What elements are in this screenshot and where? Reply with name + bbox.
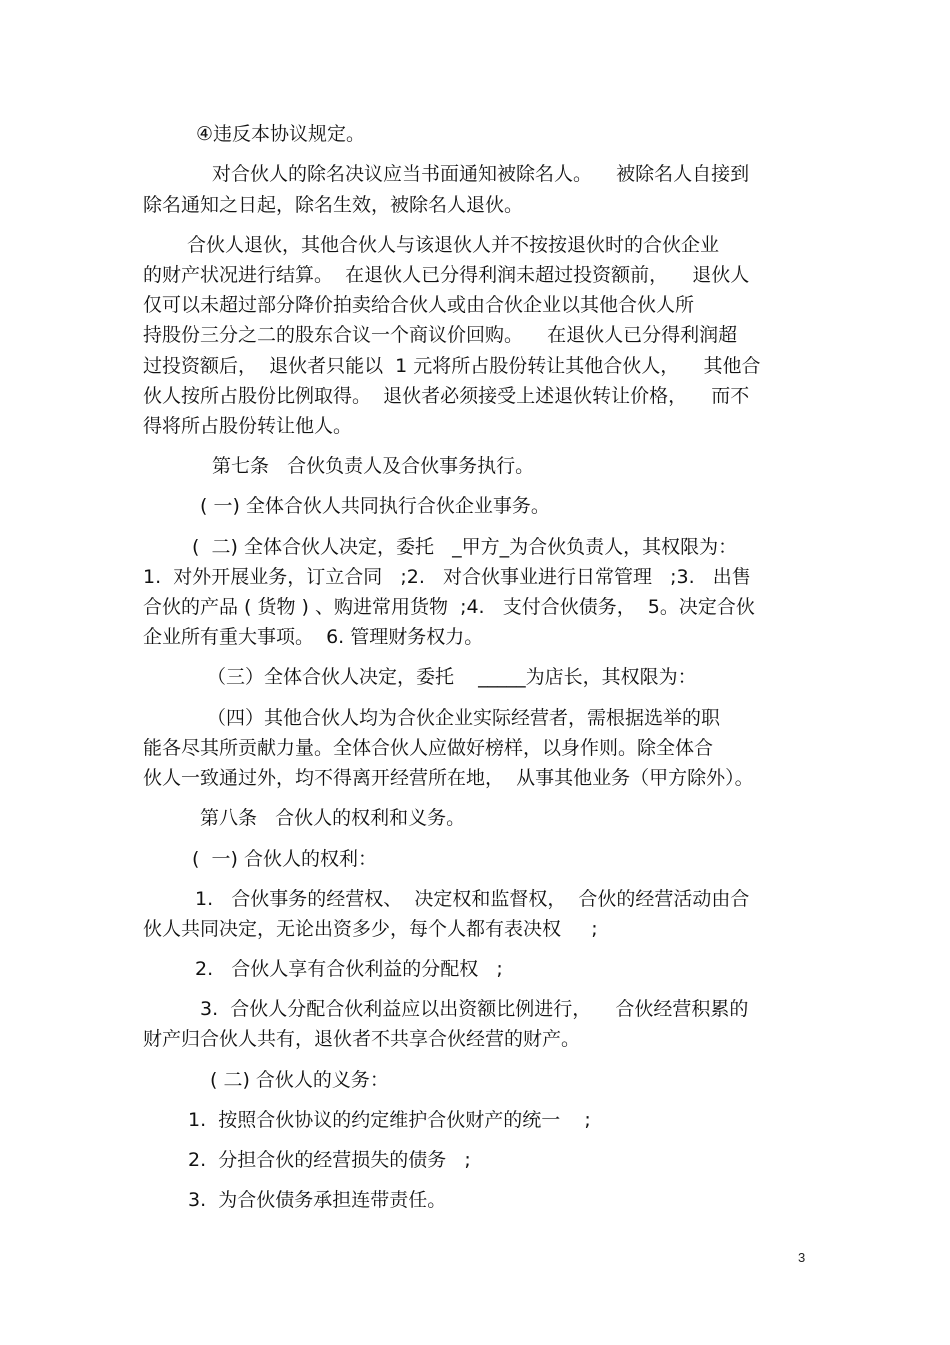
clause-line: 伙人一致通过外，均不得离开经营所在地， 从事其他业务（甲方除外）。 [143, 767, 754, 789]
clause-line: ( 二) 全体合伙人决定，委托 _甲方_为合伙负责人，其权限为： [192, 536, 738, 558]
clause-line: ( 一) 全体合伙人共同执行合伙企业事务。 [200, 495, 550, 517]
clause-line: ④违反本协议规定。 [196, 123, 366, 145]
clause-line: 1. 对外开展业务，订立合同 ;2. 对合伙事业进行日常管理 ;3. 出售 [143, 566, 751, 588]
clause-line: 合伙人退伙，其他合伙人与该退伙人并不按按退伙时的合伙企业 [187, 234, 720, 256]
clause-line: 过投资额后， 退伙者只能以 1 元将所占股份转让其他合伙人， 其他合 [143, 355, 761, 377]
clause-line: 能各尽其所贡献力量。全体合伙人应做好榜样，以身作则。除全体合 [143, 737, 714, 759]
clause-line: 财产归合伙人共有，退伙者不共享合伙经营的财产。 [143, 1028, 581, 1050]
clause-line: （四）其他合伙人均为合伙企业实际经营者，需根据选举的职 [207, 707, 721, 729]
clause-line: 2. 分担合伙的经营损失的债务 ; [188, 1149, 471, 1171]
article-heading: 第八条 合伙人的权利和义务。 [200, 807, 466, 829]
clause-line: ( 二) 合伙人的义务： [210, 1069, 389, 1091]
clause-line: 1. 按照合伙协议的约定维护合伙财产的统一 ; [188, 1109, 591, 1131]
article-heading: 第七条 合伙负责人及合伙事务执行。 [212, 455, 535, 477]
page-number: 3 [798, 1250, 806, 1265]
clause-line: 伙人按所占股份比例取得。 退伙者必须接受上述退伙转让价格， 而不 [143, 385, 750, 407]
clause-line: 3. 合伙人分配合伙利益应以出资额比例进行， 合伙经营积累的 [200, 998, 749, 1020]
clause-line: 1. 合伙事务的经营权、 决定权和监督权， 合伙的经营活动由合 [195, 888, 750, 910]
clause-line: 的财产状况进行结算。 在退伙人已分得利润未超过投资额前， 退伙人 [143, 264, 750, 286]
clause-line: 除名通知之日起，除名生效，被除名人退伙。 [143, 194, 524, 216]
clause-line: ( 一) 合伙人的权利： [192, 848, 377, 870]
clause-line: （三）全体合伙人决定，委托 _____为店长，其权限为： [207, 666, 697, 688]
clause-line: 仅可以未超过部分降价拍卖给合伙人或由合伙企业以其他合伙人所 [143, 294, 695, 316]
clause-line: 得将所占股份转让他人。 [143, 415, 353, 437]
clause-line: 持股份三分之二的股东合议一个商议价回购。 在退伙人已分得利润超 [143, 324, 738, 346]
clause-line: 合伙的产品 ( 货物 ) 、购进常用货物 ;4. 支付合伙债务， 5。决定合伙 [143, 596, 755, 618]
clause-line: 3. 为合伙债务承担连带责任。 [188, 1189, 447, 1211]
clause-line: 伙人共同决定，无论出资多少，每个人都有表决权 ; [143, 918, 598, 940]
clause-line: 企业所有重大事项。 6. 管理财务权力。 [143, 626, 484, 648]
clause-line: 2. 合伙人享有合伙利益的分配权 ; [195, 958, 503, 980]
clause-line: 对合伙人的除名决议应当书面通知被除名人。 被除名人自接到 [212, 163, 750, 185]
